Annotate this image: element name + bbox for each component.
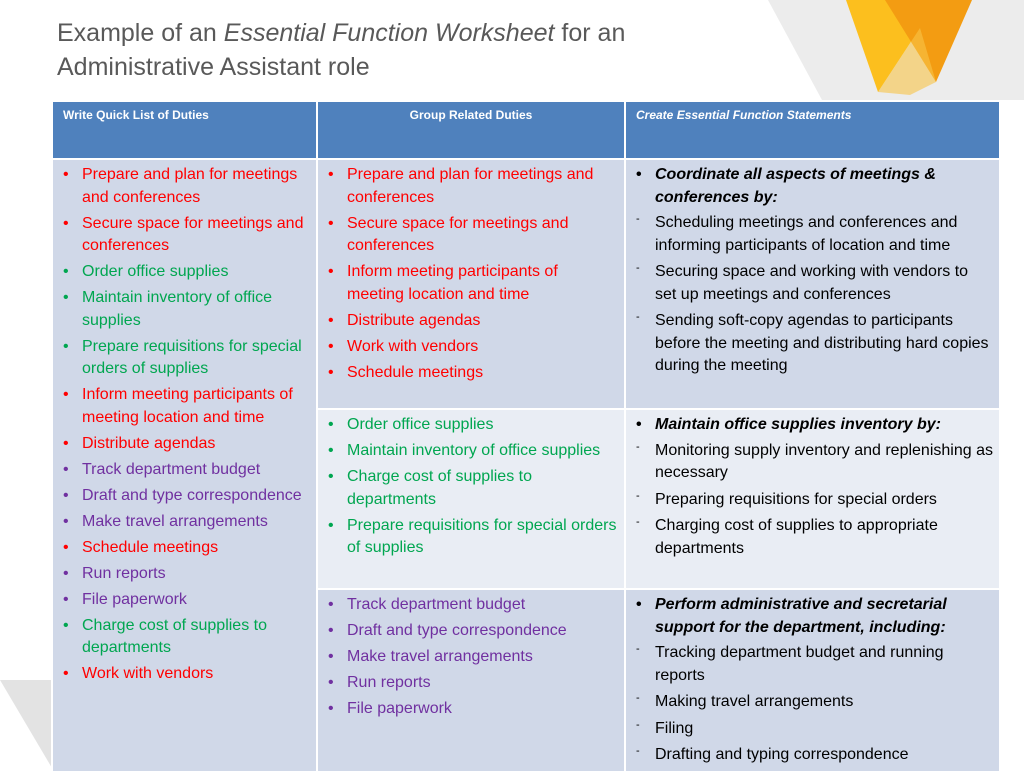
statement-subpoints — [634, 642, 993, 767]
title-line2: Administrative Assistant role — [57, 53, 370, 81]
subpoint-item: - Sending soft-copy agendas to participants before the meeting and distributing hard copies during the meeting — [634, 310, 993, 378]
quick-list-cell — [52, 159, 317, 772]
quick-list — [61, 164, 310, 686]
list-item: • Prepare requisitions for special orders of supplies — [61, 336, 310, 381]
header-essential-statements: Create Essential Function Statements — [625, 101, 1000, 159]
statement-heading: • Maintain office supplies inventory by: — [634, 414, 993, 437]
list-item: • Distribute agendas — [326, 310, 618, 333]
list-item: • Prepare and plan for meetings and conferences — [61, 164, 310, 209]
list-item: • Make travel arrangements — [61, 511, 310, 534]
list-item: • Charge cost of supplies to departments — [61, 615, 310, 660]
group-cell-admin — [317, 589, 625, 772]
list-item: • Secure space for meetings and conferences — [326, 213, 618, 258]
list-item: • Distribute agendas — [61, 433, 310, 456]
statement-subpoints — [634, 440, 993, 561]
group-list-supplies — [326, 414, 618, 560]
statement-heading: • Perform administrative and secretarial support for the department, including: — [634, 594, 993, 639]
group-cell-supplies — [317, 409, 625, 589]
list-item: • Inform meeting participants of meeting location and time — [326, 261, 618, 306]
list-item: • Make travel arrangements — [326, 646, 618, 669]
list-item: • Schedule meetings — [61, 537, 310, 560]
list-item: • Schedule meetings — [326, 362, 618, 385]
list-item: • Prepare and plan for meetings and conferences — [326, 164, 618, 209]
page-title — [57, 16, 757, 84]
statement-cell-supplies — [625, 409, 1000, 589]
title-italic: Essential Function Worksheet — [223, 19, 555, 47]
group-list-meetings — [326, 164, 618, 384]
list-item: • Maintain inventory of office supplies — [61, 287, 310, 332]
list-item: • Draft and type correspondence — [61, 485, 310, 508]
list-item: • Maintain inventory of office supplies — [326, 440, 618, 463]
list-item: • Run reports — [326, 672, 618, 695]
list-item: • File paperwork — [61, 589, 310, 612]
subpoint-item: - Making travel arrangements — [634, 691, 993, 714]
subpoint-item: - Securing space and working with vendors to set up meetings and conferences — [634, 261, 993, 306]
subpoint-item: - Charging cost of supplies to appropriate departments — [634, 515, 993, 560]
list-item: • Run reports — [61, 563, 310, 586]
subpoint-item: - Scheduling meetings and conferences and informing participants of location and time — [634, 212, 993, 257]
title-part1: Example of an — [57, 19, 224, 47]
list-item: • Secure space for meetings and conferences — [61, 213, 310, 258]
list-item: • Charge cost of supplies to departments — [326, 466, 618, 511]
statement-cell-admin — [625, 589, 1000, 772]
subpoint-item: - Filing — [634, 718, 993, 741]
title-part2: for an — [554, 19, 626, 47]
bottom-left-decoration — [0, 680, 52, 768]
list-item: • Inform meeting participants of meeting location and time — [61, 384, 310, 429]
list-item: • Track department budget — [326, 594, 618, 617]
group-list-admin — [326, 594, 618, 721]
subpoint-item: - Preparing requisitions for special orders — [634, 489, 993, 512]
top-right-decoration — [760, 0, 1024, 100]
statement-subpoints — [634, 212, 993, 378]
statement-cell-meetings — [625, 159, 1000, 409]
worksheet-table — [51, 100, 1001, 773]
subpoint-item: - Tracking department budget and running reports — [634, 642, 993, 687]
header-group-duties: Group Related Duties — [317, 101, 625, 159]
list-item: • File paperwork — [326, 698, 618, 721]
list-item: • Order office supplies — [326, 414, 618, 437]
statement-heading: • Coordinate all aspects of meetings & conferences by: — [634, 164, 993, 209]
header-quick-list: Write Quick List of Duties — [52, 101, 317, 159]
list-item: • Work with vendors — [61, 663, 310, 686]
list-item: • Prepare requisitions for special orders of supplies — [326, 515, 618, 560]
list-item: • Work with vendors — [326, 336, 618, 359]
subpoint-item: - Monitoring supply inventory and replenishing as necessary — [634, 440, 993, 485]
list-item: • Draft and type correspondence — [326, 620, 618, 643]
list-item: • Track department budget — [61, 459, 310, 482]
list-item: • Order office supplies — [61, 261, 310, 284]
group-cell-meetings — [317, 159, 625, 409]
subpoint-item: - Drafting and typing correspondence — [634, 744, 993, 767]
